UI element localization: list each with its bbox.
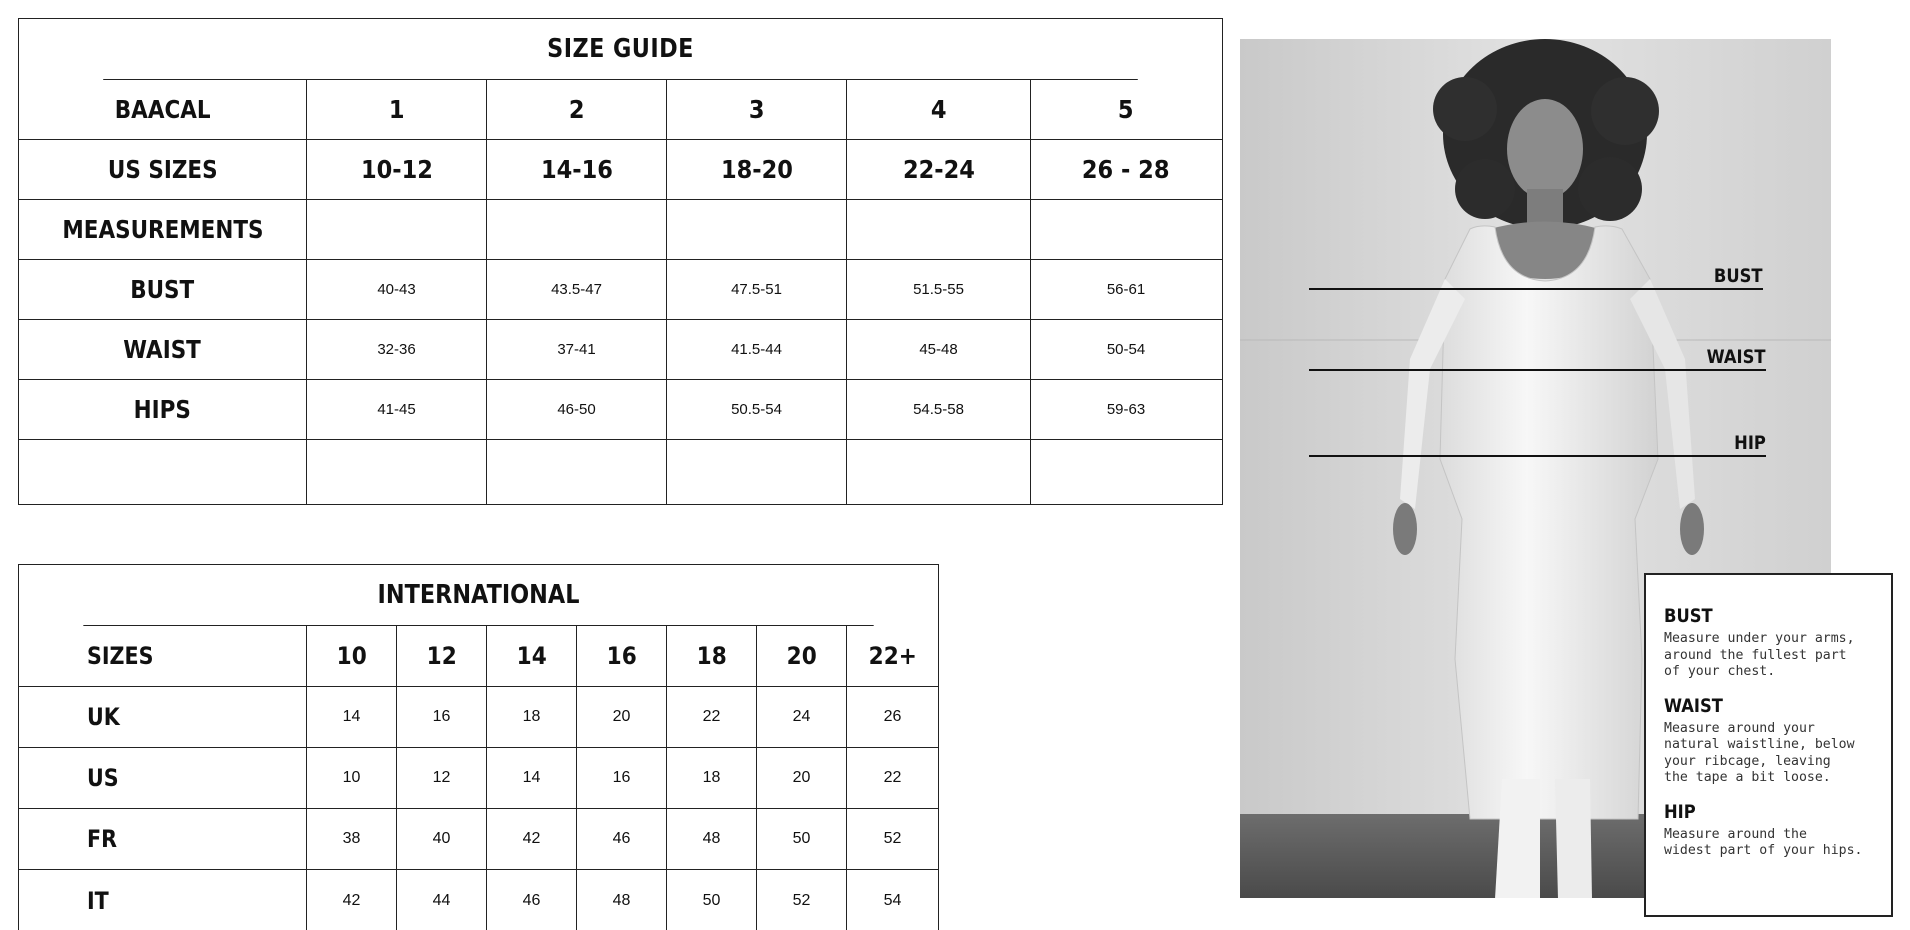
international-table xyxy=(18,564,939,930)
hips-value: 41-45 xyxy=(377,401,416,418)
us-sizes-label: US SIZES xyxy=(107,155,218,184)
size-header: 16 xyxy=(606,642,637,670)
uk-value: 24 xyxy=(792,708,811,725)
waist-instruction-text: Measure around your natural waistline, below your ribcage, leaving the tape a bit loose. xyxy=(1664,720,1855,785)
baacal-size: 4 xyxy=(930,95,947,124)
it-value: 54 xyxy=(883,891,902,909)
bust-value: 40-43 xyxy=(377,281,416,298)
it-value: 44 xyxy=(432,891,451,909)
size-header: 10 xyxy=(336,642,367,670)
us-value: 16 xyxy=(612,769,631,786)
measuring-instructions xyxy=(1644,573,1893,917)
fr-value: 48 xyxy=(702,830,721,847)
bust-value: 51.5-55 xyxy=(913,281,964,298)
baacal-size: 2 xyxy=(568,95,585,124)
bust-measure-label: BUST xyxy=(1714,265,1763,287)
sizes-row xyxy=(19,626,938,687)
waist-value: 32-36 xyxy=(377,341,416,358)
waist-value: 50-54 xyxy=(1106,341,1146,358)
empty-cell xyxy=(847,440,1031,504)
uk-value: 26 xyxy=(883,708,902,725)
baacal-row xyxy=(19,80,1222,140)
waist-instruction-title: WAIST xyxy=(1664,694,1723,717)
it-value: 52 xyxy=(792,891,811,909)
bust-instruction-title: BUST xyxy=(1664,605,1713,627)
uk-value: 22 xyxy=(702,708,721,725)
empty-cell xyxy=(1031,200,1221,259)
it-value: 46 xyxy=(522,891,541,909)
us-sizes-row xyxy=(19,140,1222,200)
empty-cell xyxy=(487,200,667,259)
empty-cell xyxy=(19,440,307,504)
size-guide-title: SIZE GUIDE xyxy=(103,19,1138,80)
sizes-label: SIZES xyxy=(87,642,154,670)
empty-cell xyxy=(487,440,667,504)
it-value: 50 xyxy=(702,891,721,909)
empty-cell xyxy=(847,200,1031,259)
hips-value: 59-63 xyxy=(1106,401,1146,418)
hip-measure-line xyxy=(1309,455,1766,457)
bust-value: 47.5-51 xyxy=(731,281,782,298)
it-row xyxy=(19,870,938,930)
empty-cell xyxy=(307,440,487,504)
fr-value: 52 xyxy=(883,830,902,847)
uk-label: UK xyxy=(87,703,120,731)
us-size-range: 10-12 xyxy=(360,155,433,184)
us-value: 20 xyxy=(792,769,811,786)
hips-value: 50.5-54 xyxy=(731,401,782,418)
us-value: 12 xyxy=(432,769,451,786)
fr-value: 40 xyxy=(432,830,451,847)
empty-cell xyxy=(1031,440,1221,504)
size-header: 12 xyxy=(426,642,457,670)
hip-instruction-title: HIP xyxy=(1664,800,1696,823)
fr-row xyxy=(19,809,938,870)
it-label: IT xyxy=(87,886,109,915)
size-header: 22+ xyxy=(868,642,917,670)
baacal-size: 1 xyxy=(388,95,405,124)
it-value: 42 xyxy=(342,891,361,909)
empty-row xyxy=(19,440,1222,504)
bust-value: 43.5-47 xyxy=(551,281,602,298)
waist-label: WAIST xyxy=(123,335,202,364)
hips-label: HIPS xyxy=(133,395,192,424)
waist-value: 41.5-44 xyxy=(731,341,782,358)
baacal-size: 3 xyxy=(748,95,765,124)
baacal-size: 5 xyxy=(1118,95,1134,124)
waist-measure-label: WAIST xyxy=(1707,346,1766,368)
bust-instruction-text: Measure under your arms, around the fullest part of your chest. xyxy=(1664,631,1855,679)
bust-measure-line xyxy=(1309,288,1763,290)
uk-value: 16 xyxy=(432,708,451,725)
us-value: 22 xyxy=(883,769,902,786)
fr-value: 50 xyxy=(792,830,811,847)
hips-row xyxy=(19,380,1222,440)
us-size-range: 26 - 28 xyxy=(1082,155,1170,184)
empty-cell xyxy=(307,200,487,259)
us-value: 10 xyxy=(342,769,361,786)
empty-cell xyxy=(667,440,847,504)
size-header: 14 xyxy=(516,642,547,670)
hip-measure-label: HIP xyxy=(1734,432,1766,454)
waist-row xyxy=(19,320,1222,380)
bust-label: BUST xyxy=(130,275,195,304)
uk-value: 18 xyxy=(522,708,541,725)
uk-row xyxy=(19,687,938,748)
uk-value: 14 xyxy=(342,708,361,725)
bust-row xyxy=(19,260,1222,320)
us-label: US xyxy=(87,764,119,792)
hips-value: 46-50 xyxy=(557,401,596,418)
fr-value: 42 xyxy=(522,830,541,847)
hip-instruction-text: Measure around the widest part of your hips. xyxy=(1664,826,1863,858)
waist-value: 45-48 xyxy=(919,341,958,358)
fr-value: 46 xyxy=(612,830,631,847)
fr-label: FR xyxy=(87,825,117,853)
us-value: 14 xyxy=(522,769,541,786)
waist-measure-line xyxy=(1309,369,1766,371)
it-value: 48 xyxy=(612,891,631,909)
hips-value: 54.5-58 xyxy=(913,401,964,418)
us-value: 18 xyxy=(702,769,721,786)
us-row xyxy=(19,748,938,809)
baacal-label: BAACAL xyxy=(114,95,211,124)
measurements-label: MEASUREMENTS xyxy=(61,215,264,244)
fr-value: 38 xyxy=(342,830,361,847)
size-header: 18 xyxy=(696,642,727,670)
waist-value: 37-41 xyxy=(557,341,596,358)
size-header: 20 xyxy=(786,642,817,670)
international-title: INTERNATIONAL xyxy=(83,565,873,626)
size-guide-table xyxy=(18,18,1223,505)
empty-cell xyxy=(667,200,847,259)
uk-value: 20 xyxy=(612,708,631,725)
us-size-range: 22-24 xyxy=(902,155,975,184)
measurements-row xyxy=(19,200,1222,260)
us-size-range: 14-16 xyxy=(540,155,613,184)
us-size-range: 18-20 xyxy=(720,155,793,184)
bust-value: 56-61 xyxy=(1106,281,1146,298)
